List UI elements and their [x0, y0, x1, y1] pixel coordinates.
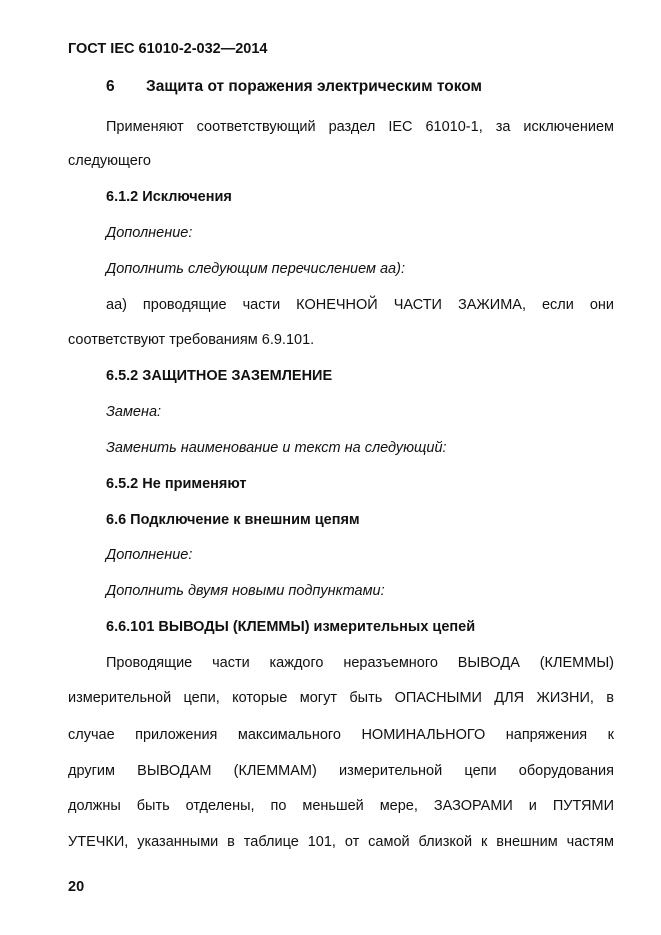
amendment-note: Дополнение: — [106, 547, 193, 563]
paragraph-line: измерительной цепи, которые могут быть ОПАСНЫМИ ДЛЯ ЖИЗНИ, в — [68, 690, 614, 706]
paragraph-line: случае приложения максимального НОМИНАЛЬНОГО напряжения к — [68, 727, 614, 743]
amendment-note: Дополнить двумя новыми подпунктами: — [106, 583, 385, 599]
section-title: Защита от поражения электрическим током — [146, 78, 483, 95]
subsection-heading: 6.6.101 ВЫВОДЫ (КЛЕММЫ) измерительных цепей — [106, 619, 476, 635]
amendment-note: Дополнение: — [106, 225, 193, 241]
amendment-note: Дополнить следующим перечислением аа): — [106, 261, 405, 277]
paragraph-line: аа) проводящие части КОНЕЧНОЙ ЧАСТИ ЗАЖИМА, если они — [106, 297, 614, 313]
page-number: 20 — [68, 879, 85, 895]
section-number: 6 — [106, 78, 115, 95]
subsection-heading: 6.5.2 Не применяют — [106, 476, 247, 492]
subsection-heading: 6.5.2 ЗАЩИТНОЕ ЗАЗЕМЛЕНИЕ — [106, 368, 333, 384]
subsection-heading: 6.1.2 Исключения — [106, 189, 232, 205]
amendment-note: Заменить наименование и текст на следующий: — [106, 440, 447, 456]
paragraph-line: следующего — [68, 153, 151, 169]
subsection-heading: 6.6 Подключение к внешним цепям — [106, 512, 360, 528]
amendment-note: Замена: — [106, 404, 162, 420]
paragraph-line: другим ВЫВОДАМ (КЛЕММАМ) измерительной цепи оборудования — [68, 763, 614, 779]
paragraph-line: должны быть отделены, по меньшей мере, ЗАЗОРАМИ и ПУТЯМИ — [68, 798, 614, 814]
paragraph-line: Применяют соответствующий раздел IEC 61010-1, за исключением — [106, 119, 614, 135]
standard-header: ГОСТ IEC 61010-2-032—2014 — [68, 41, 268, 57]
paragraph-line: Проводящие части каждого неразъемного ВЫВОДА (КЛЕММЫ) — [106, 655, 614, 671]
paragraph-line: УТЕЧКИ, указанными в таблице 101, от самой близкой к внешним частям — [68, 834, 614, 850]
paragraph-line: соответствуют требованиям 6.9.101. — [68, 332, 315, 348]
